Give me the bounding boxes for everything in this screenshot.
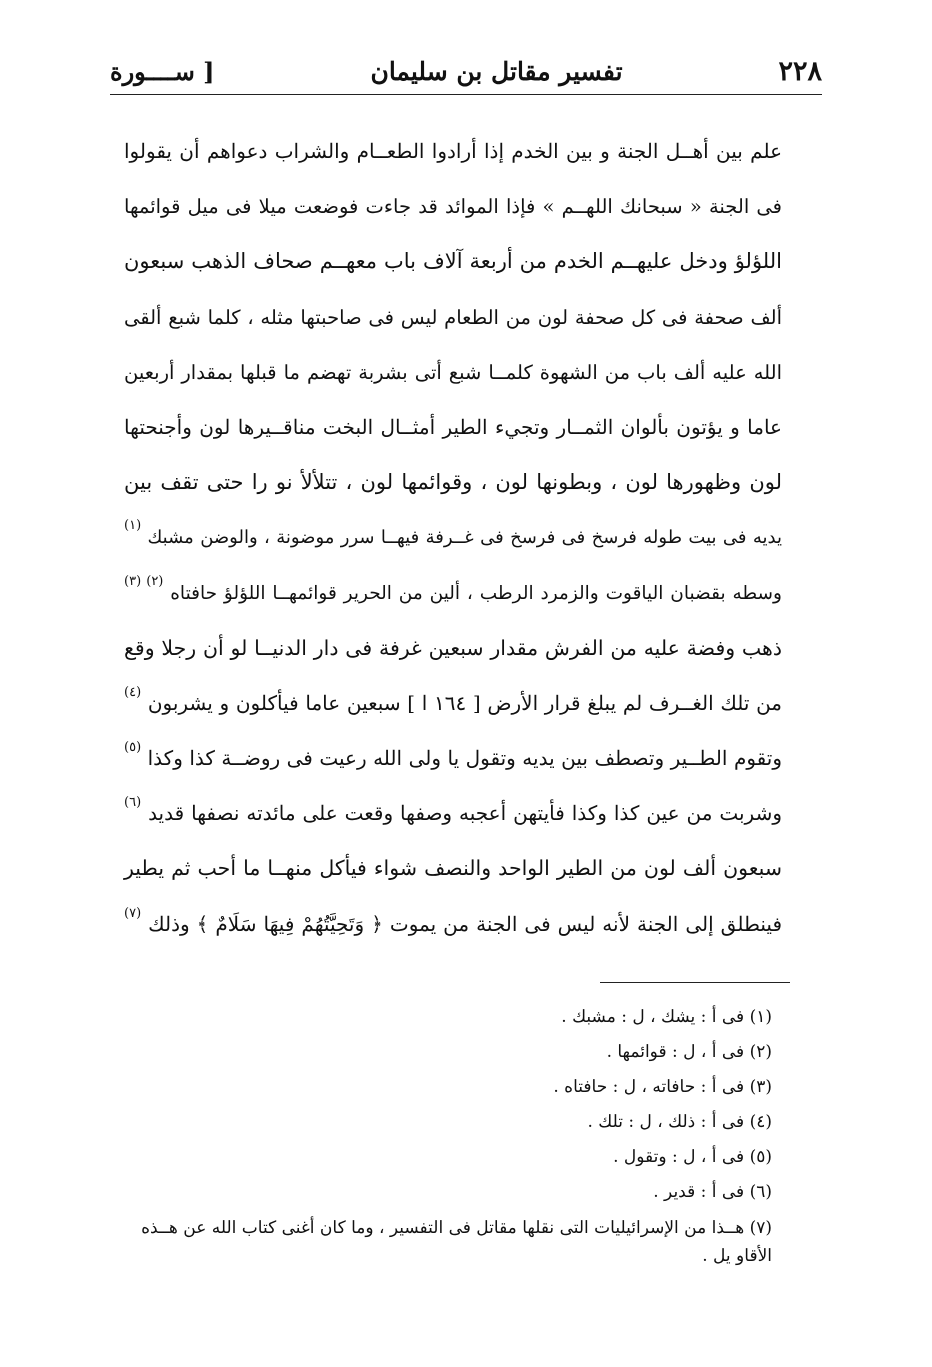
footnote: (٧) هــذا من الإسرائيليات التى نقلها مقاتل فى التفسير ، وما كان أغنى كتاب الله عن هــذه الأقاو يل . xyxy=(141,1218,772,1266)
line-text: فينطلق إلى الجنة لأنه ليس فى الجنة من يموت ﴿ وَتَحِيَّتُهُمْ فِيهَا سَلَامٌ ﴾ وذلك xyxy=(148,911,783,936)
text-line xyxy=(124,345,782,400)
line-text: الله عليه ألف باب من الشهوة كلمــا شبع أتى بشربة تهضم ما قبلها بمقدار أربعين xyxy=(124,360,782,384)
footnote-marker: (١) xyxy=(124,518,142,534)
page-number: ٢٢٨ xyxy=(778,55,822,87)
line-text: علم بين أهــل الجنة و بين الخدم إذا أرادوا الطعــام والشراب دعواهم أن يقولوا xyxy=(124,139,782,163)
footnote-marker: (٢) (٣) xyxy=(124,573,164,589)
surah-label: [ ســــورة xyxy=(110,56,215,86)
footnotes xyxy=(118,1000,782,1270)
text-line xyxy=(124,897,782,952)
footnote-separator xyxy=(600,982,790,983)
text-line xyxy=(124,621,782,676)
line-text: من تلك الغــرف لم يبلغ قرار الأرض [ ١٦٤ ا ] سبعين عاما فيأكلون و يشربون xyxy=(147,690,783,715)
line-text: لون وظهورها لون ، وبطونها لون ، وقوائمها لون ، تتلألأ نو را حتى تقف بين xyxy=(124,470,782,495)
text-line xyxy=(124,234,782,289)
footnote: (٣) فى أ : حافاته ، ل : حافتاه . xyxy=(553,1077,772,1097)
text-line xyxy=(124,786,782,841)
line-text: ألف صحفة فى كل صحفة لون من الطعام ليس فى صاحبتها مثله ، كلما شبع ألقى xyxy=(124,305,782,329)
line-text: اللؤلؤ ودخل عليهــم الخدم من أربعة آلاف باب معهــم صحاف الذهب سبعون xyxy=(124,249,782,274)
text-line xyxy=(124,676,782,731)
footnote: (٤) فى أ : ذلك ، ل : تلك . xyxy=(587,1112,772,1132)
line-text: وتقوم الطــير وتصطف بين يديه وتقول يا ولى الله رعيت فى روضــة كذا وكذا xyxy=(147,746,782,771)
line-text: سبعون ألف لون من الطير الواحد والنصف شواء فيأكل منهــا ما أحب ثم يطير xyxy=(124,856,782,881)
text-line xyxy=(124,400,782,455)
footnote: (٥) فى أ ، ل : وتقول . xyxy=(613,1147,772,1167)
text-line xyxy=(124,179,782,234)
footnote: (٦) فى أ : قدير . xyxy=(653,1182,772,1202)
line-text: وشربت من عين كذا وكذا فأيتهن أعجبه وصفها وقعت على مائدته نصفها قديد xyxy=(148,801,782,826)
footnote-marker: (٦) xyxy=(124,795,142,811)
text-line xyxy=(124,566,782,621)
footnote: (١) فى أ : يشك ، ل : مشبك . xyxy=(561,1007,772,1027)
text-line xyxy=(124,290,782,345)
text-line xyxy=(124,510,782,565)
page-header xyxy=(110,48,822,95)
line-text: يديه فى بيت طوله فرسخ فى فرسخ فى غــرفة فيهــا سرر موضونة ، والوضن مشبك xyxy=(147,527,782,549)
line-text: وسطه بقضبان الياقوت والزمرد الرطب ، ألين من الحرير قوائمهــا اللؤلؤ حافتاه xyxy=(170,582,782,604)
footnote-marker: (٥) xyxy=(124,740,142,756)
text-line xyxy=(124,731,782,786)
text-line xyxy=(124,841,782,896)
body-text xyxy=(124,124,782,952)
line-text: فى الجنة « سبحانك اللهــم » فإذا الموائد قد جاءت فوضعت ميلا فى ميل قوائمها xyxy=(124,195,782,219)
line-text: عاما و يؤتون بألوان الثمــار وتجيء الطير أمثــال البخت مناقــيرها لون وأجنحتها xyxy=(124,414,782,439)
text-line xyxy=(124,455,782,510)
footnote: (٢) فى أ ، ل : قوائمها . xyxy=(606,1042,772,1062)
footnote-marker: (٤) xyxy=(124,684,142,700)
footnote-marker: (٧) xyxy=(124,905,142,921)
line-text: ذهب وفضة عليه من الفرش مقدار سبعين غرفة فى دار الدنيــا لو أن رجلا وقع xyxy=(124,635,782,660)
text-line xyxy=(124,124,782,179)
running-title: تفسير مقاتل بن سليمان xyxy=(370,56,623,86)
